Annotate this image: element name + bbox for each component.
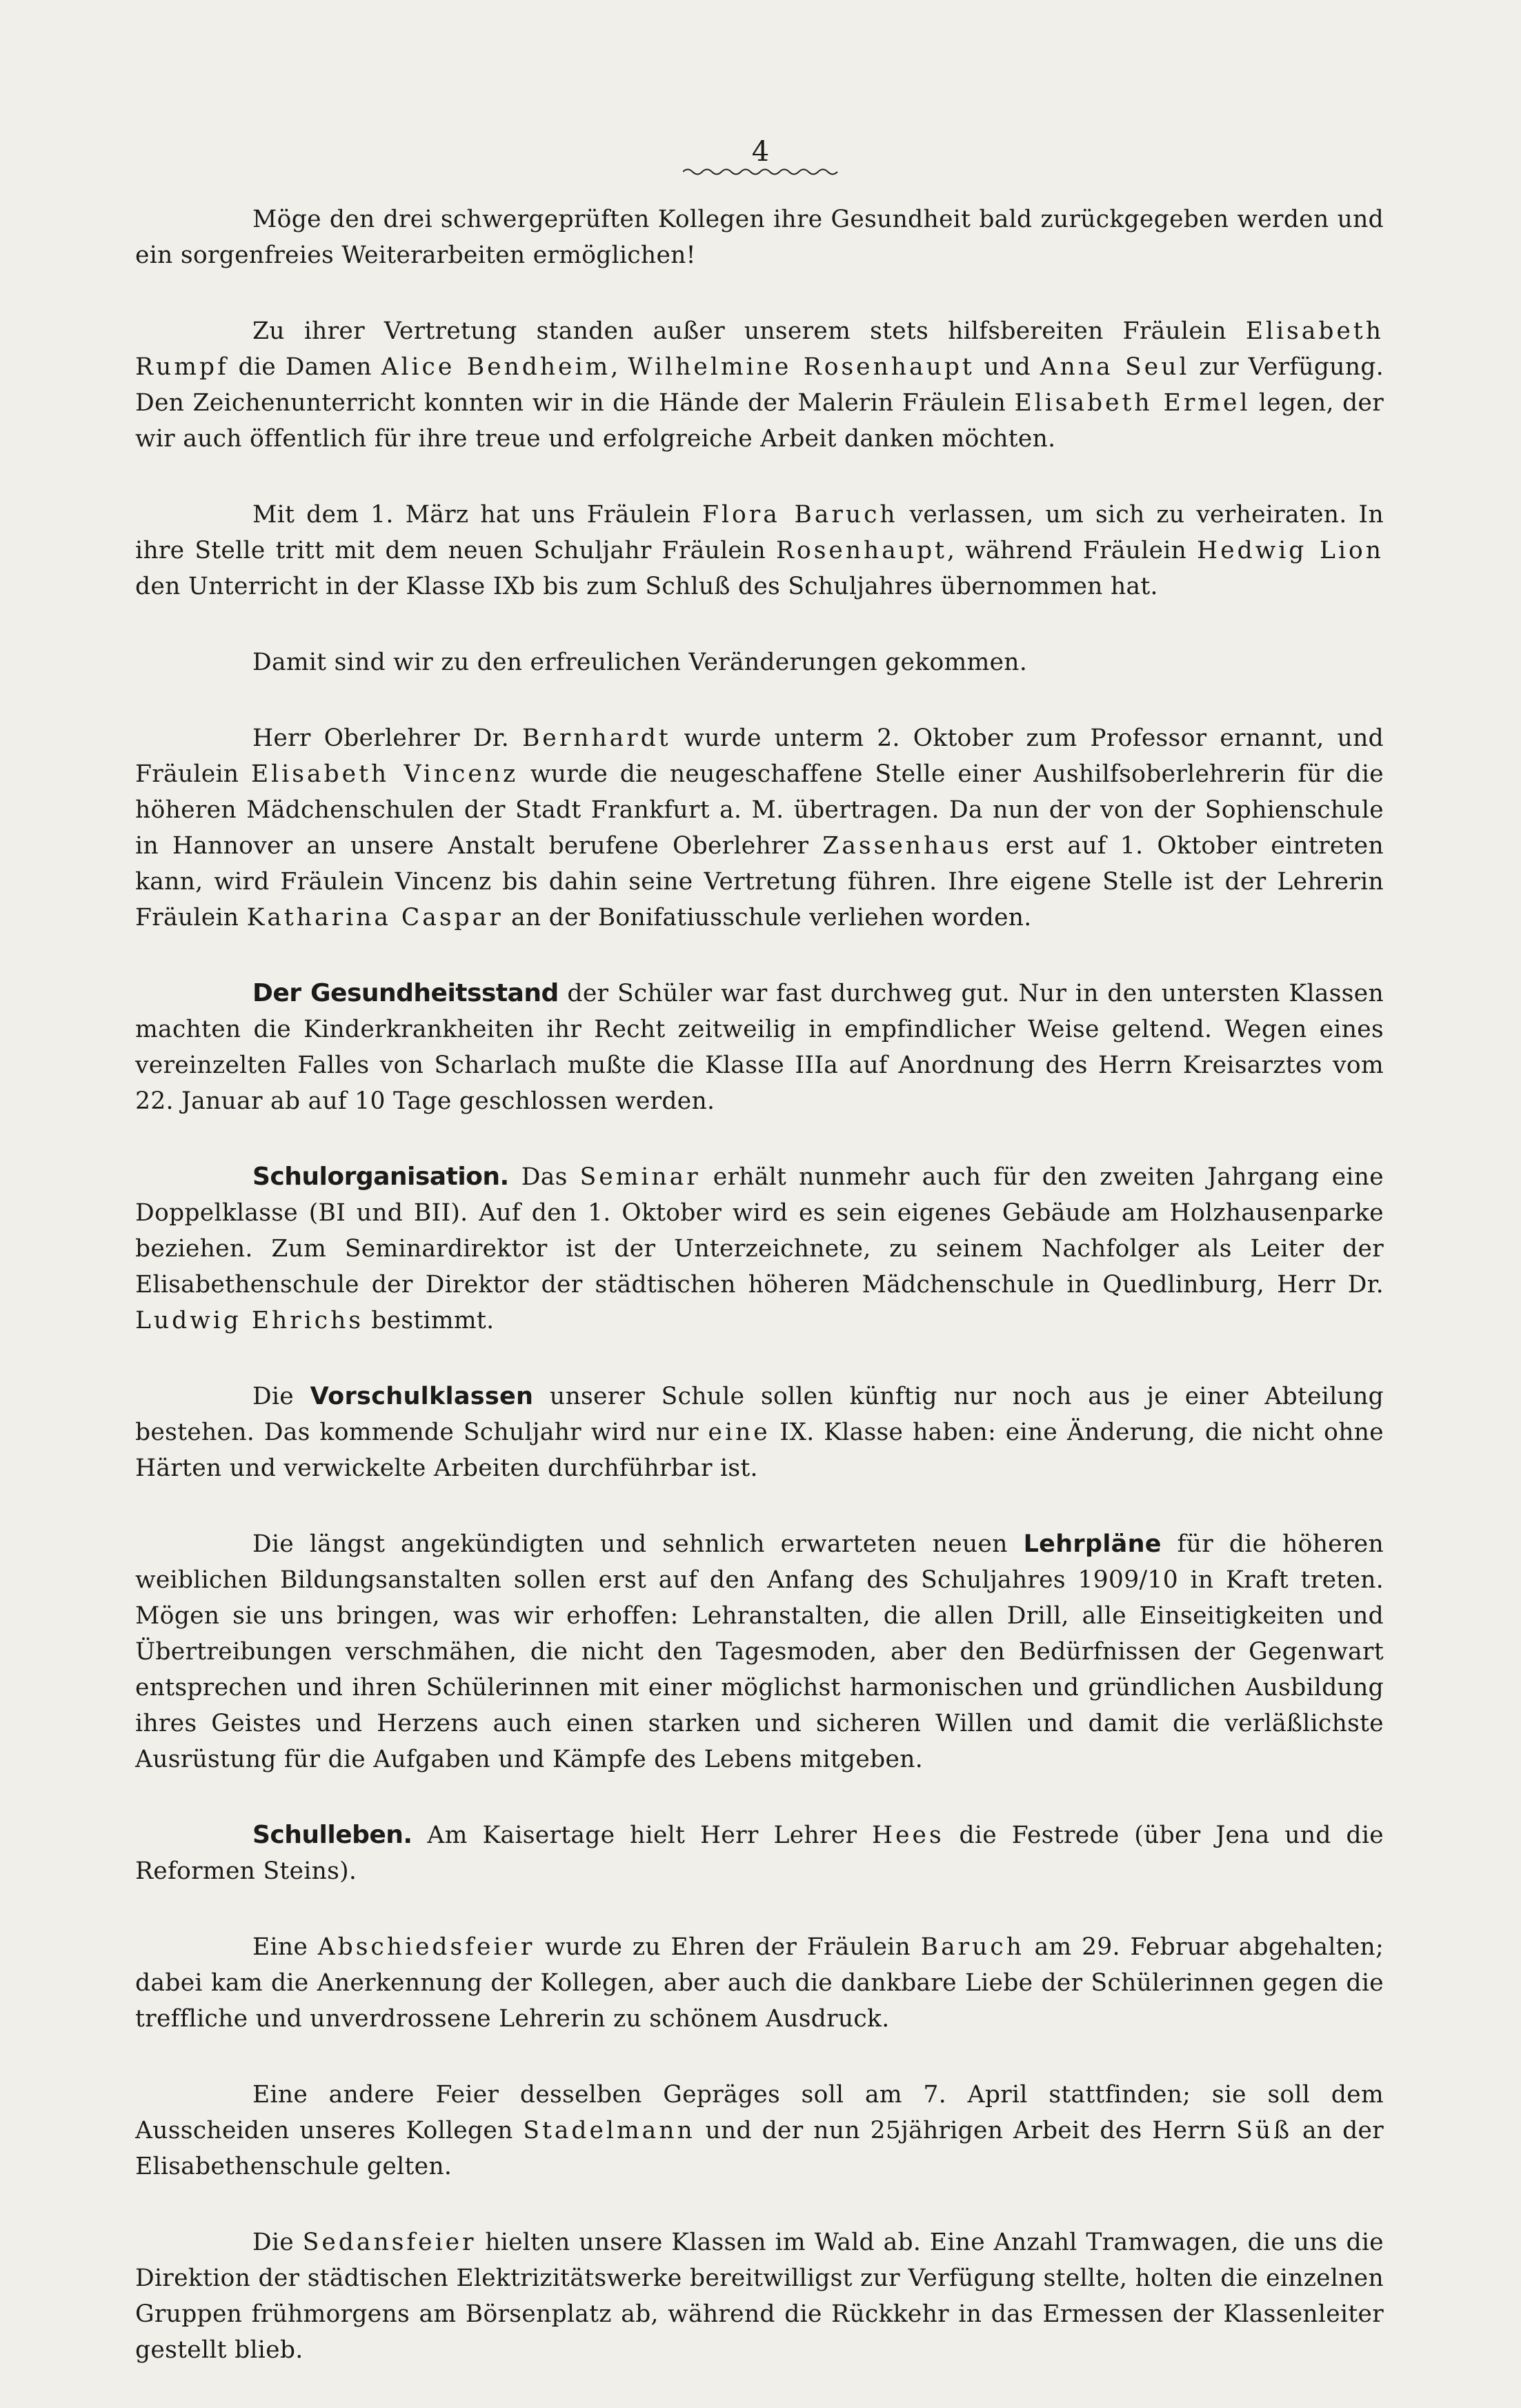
text-run: , während Fräulein — [947, 537, 1197, 564]
paragraph-farewell — [135, 1929, 1384, 2037]
paragraph-departure — [135, 497, 1384, 604]
text-run: unserer Schule sollen künftig nur noch aus je einer Abteilung bestehen. Das kommende Schuljahr wird nur — [135, 1383, 1384, 1446]
emphasized-word: Sedansfeier — [302, 2229, 477, 2256]
paragraph-organisation — [135, 1159, 1384, 1339]
text-run: die Festrede (über Jena und die Reformen Steins). — [135, 1822, 1384, 1885]
person-name: Elisabeth Ermel — [1014, 389, 1251, 417]
text-run: Die — [252, 2229, 303, 2256]
text-run: Die längst angekündigten und sehnlich erwarteten neuen — [252, 1530, 1024, 1558]
text-run: wurde die neugeschaffene Stelle einer Aushilfsoberlehrerin für die höheren Mädchenschulen der Stadt Frankfurt a. M. übertragen. Da nun der von der Sophienschule in Hannover an unsere Anstalt berufene Oberlehrer — [135, 760, 1384, 860]
text-run: wurde zu Ehren der Fräulein — [535, 1933, 921, 1961]
text-run: erst auf 1. Oktober eintreten kann, wird Fräulein Vincenz bis dahin seine Vertretung führen. Ihre eigene Stelle ist der Lehrerin Fräulein — [135, 832, 1384, 931]
text-run: legen, der wir auch öffentlich für ihre treue und erfolgreiche Arbeit danken möchten. — [135, 389, 1384, 453]
person-name: Zassenhaus — [822, 832, 992, 860]
paragraph-health — [135, 976, 1384, 1119]
text-run: Die — [252, 1383, 310, 1410]
text-run: erhält nunmehr auch für den zweiten Jahrgang eine Doppelklasse (BI und BII). Auf den 1. Oktober wird es sein eigenes Gebäude am Holzhausenparke beziehen. Zum Seminardirektor ist der Unterzeichnete, zu seinem Nachfolger als Leiter der Elisabethenschule der Direktor der städtischen höheren Mädchenschule in Quedlinburg, Herr Dr. — [135, 1163, 1384, 1299]
wavy-rule-ornament — [683, 167, 838, 177]
paragraph-transition — [135, 644, 1384, 680]
text-run: IX. Klasse haben: eine Änderung, die nicht ohne Härten und verwickelte Arbeiten durchführbar ist. — [135, 1419, 1384, 1482]
text-run: Am Kaisertage hielt Herr Lehrer — [412, 1822, 873, 1849]
emphasized-word: Abschiedsfeier — [317, 1933, 535, 1961]
text-run: Eine — [252, 1933, 318, 1961]
text-run: , — [610, 353, 628, 381]
paragraph-preschool — [135, 1379, 1384, 1486]
text-run: Eine andere Feier desselben Gepräges soll am 7. April stattfinden; sie soll dem Ausscheiden unseres Kollegen — [135, 2081, 1384, 2144]
text-run: der Schüler war fast durchweg gut. Nur in den untersten Klassen machten die Kinderkrankheiten ihr Recht zeitweilig in empfindlicher Weise geltend. Wegen eines vereinzelten Falles von Scharlach mußte die Klasse IIIa auf Anordnung des Herrn Kreisarztes vom 22. Januar ab auf 10 Tage geschlossen werden. — [135, 980, 1384, 1115]
text-run: verlassen, um sich zu verheiraten. In ihre Stelle tritt mit dem neuen Schuljahr Fräulein — [135, 501, 1384, 564]
section-heading-preschool: Vorschulklassen — [310, 1383, 534, 1410]
section-heading-curricula: Lehrpläne — [1023, 1530, 1162, 1558]
paragraph-promotions — [135, 720, 1384, 936]
paragraph-anniversary — [135, 2077, 1384, 2184]
body-text — [135, 201, 1384, 2408]
text-run: und — [974, 353, 1040, 381]
person-name: Wilhelmine Rosenhaupt — [628, 353, 975, 381]
person-name: Baruch — [920, 1933, 1024, 1961]
text-run: den Unterricht in der Klasse IXb bis zum Schluß des Schuljahres übernommen hat. — [135, 573, 1158, 600]
person-name: Katharina Caspar — [246, 904, 504, 931]
person-name: Hees — [872, 1822, 944, 1849]
text-run: für die höheren weiblichen Bildungsanstalten sollen erst auf den Anfang des Schuljahres 1909/10 in Kraft treten. Mögen sie uns bringen, was wir erhoffen: Lehranstalten, die allen Drill, alle Einseitigkeiten und Übertreibungen verschmähen, die nicht den Tagesmoden, aber den Bedürfnissen der Gegenwart entsprechen und ihren Schülerinnen mit einer möglichst harmonischen und gründlichen Ausbildung ihres Geistes und Herzens auch einen starken und sicheren Willen und damit die verläßlichste Ausrüstung für die Aufgaben und Kämpfe des Lebens mitgeben. — [135, 1530, 1384, 1773]
person-name: Süß — [1236, 2117, 1293, 2144]
emphasized-word: Seminar — [579, 1163, 701, 1191]
text-run: und der nun 25jährigen Arbeit des Herrn — [695, 2117, 1237, 2144]
person-name: Elisabeth Vincenz — [251, 760, 519, 788]
text-run: wurde unterm 2. Oktober zum Professor ernannt, und Fräulein — [135, 724, 1384, 788]
person-name: Stadelmann — [523, 2117, 695, 2144]
person-name: Ludwig Ehrichs — [135, 1307, 364, 1334]
person-name: Elisabeth Rumpf — [135, 317, 1384, 381]
text-run: bestimmt. — [364, 1307, 495, 1334]
paragraph-curricula — [135, 1526, 1384, 1777]
paragraph-wishes — [135, 201, 1384, 273]
text-run: zur Verfügung. Den Zeichenunterricht konnten wir in die Hände der Malerin Fräulein — [135, 353, 1384, 417]
person-name: Anna Seul — [1040, 353, 1190, 381]
text-run: an der Elisabethenschule gelten. — [135, 2117, 1384, 2180]
section-heading-school-life: Schulleben. — [252, 1821, 412, 1849]
text-run: die Damen — [228, 353, 381, 381]
text-run: Herr Oberlehrer Dr. — [252, 724, 522, 752]
person-name: Rosenhaupt — [775, 537, 948, 564]
paragraph-sedan-celebration — [135, 2224, 1384, 2368]
text-run: hielten unsere Klassen im Wald ab. Eine Anzahl Tramwagen, die uns die Direktion der städtischen Elektrizitätswerke bereitwilligst zur Verfügung stellte, holten die einzelnen Gruppen frühmorgens am Börsenplatz ab, während die Rückkehr in das Ermessen der Klassenleiter gestellt blieb. — [135, 2229, 1384, 2364]
page-number: 4 — [751, 136, 770, 168]
section-heading-organisation: Schulorganisation. — [252, 1163, 509, 1191]
paragraph-school-life — [135, 1817, 1384, 1889]
person-name: Bernhardt — [521, 724, 671, 752]
text-run: am 29. Februar abgehalten; dabei kam die Anerkennung der Kollegen, aber auch die dankbare Liebe der Schülerinnen gegen die treffliche und unverdrossene Lehrerin zu schönem Ausdruck. — [135, 1933, 1384, 2033]
emphasized-word: eine — [708, 1419, 771, 1446]
text-run: Zu ihrer Vertretung standen außer unserem stets hilfsbereiten Fräulein — [252, 317, 1246, 345]
paragraph-substitutes — [135, 313, 1384, 457]
text-run: Mit dem 1. März hat uns Fräulein — [252, 501, 703, 529]
person-name: Hedwig Lion — [1197, 537, 1384, 564]
text-run: Das — [508, 1163, 580, 1191]
person-name: Alice Bendheim — [381, 353, 611, 381]
paragraph-text: Damit sind wir zu den erfreulichen Veränderungen gekommen. — [252, 649, 1028, 676]
section-heading-health: Der Gesundheitsstand — [252, 979, 559, 1007]
paragraph-text: Möge den drei schwergeprüften Kollegen ihre Gesundheit bald zurückgegeben werden und ein sorgenfreies Weiterarbeiten ermöglichen! — [135, 206, 1384, 269]
text-run: an der Bonifatiusschule verliehen worden. — [503, 904, 1032, 931]
person-name: Flora Baruch — [702, 501, 898, 529]
